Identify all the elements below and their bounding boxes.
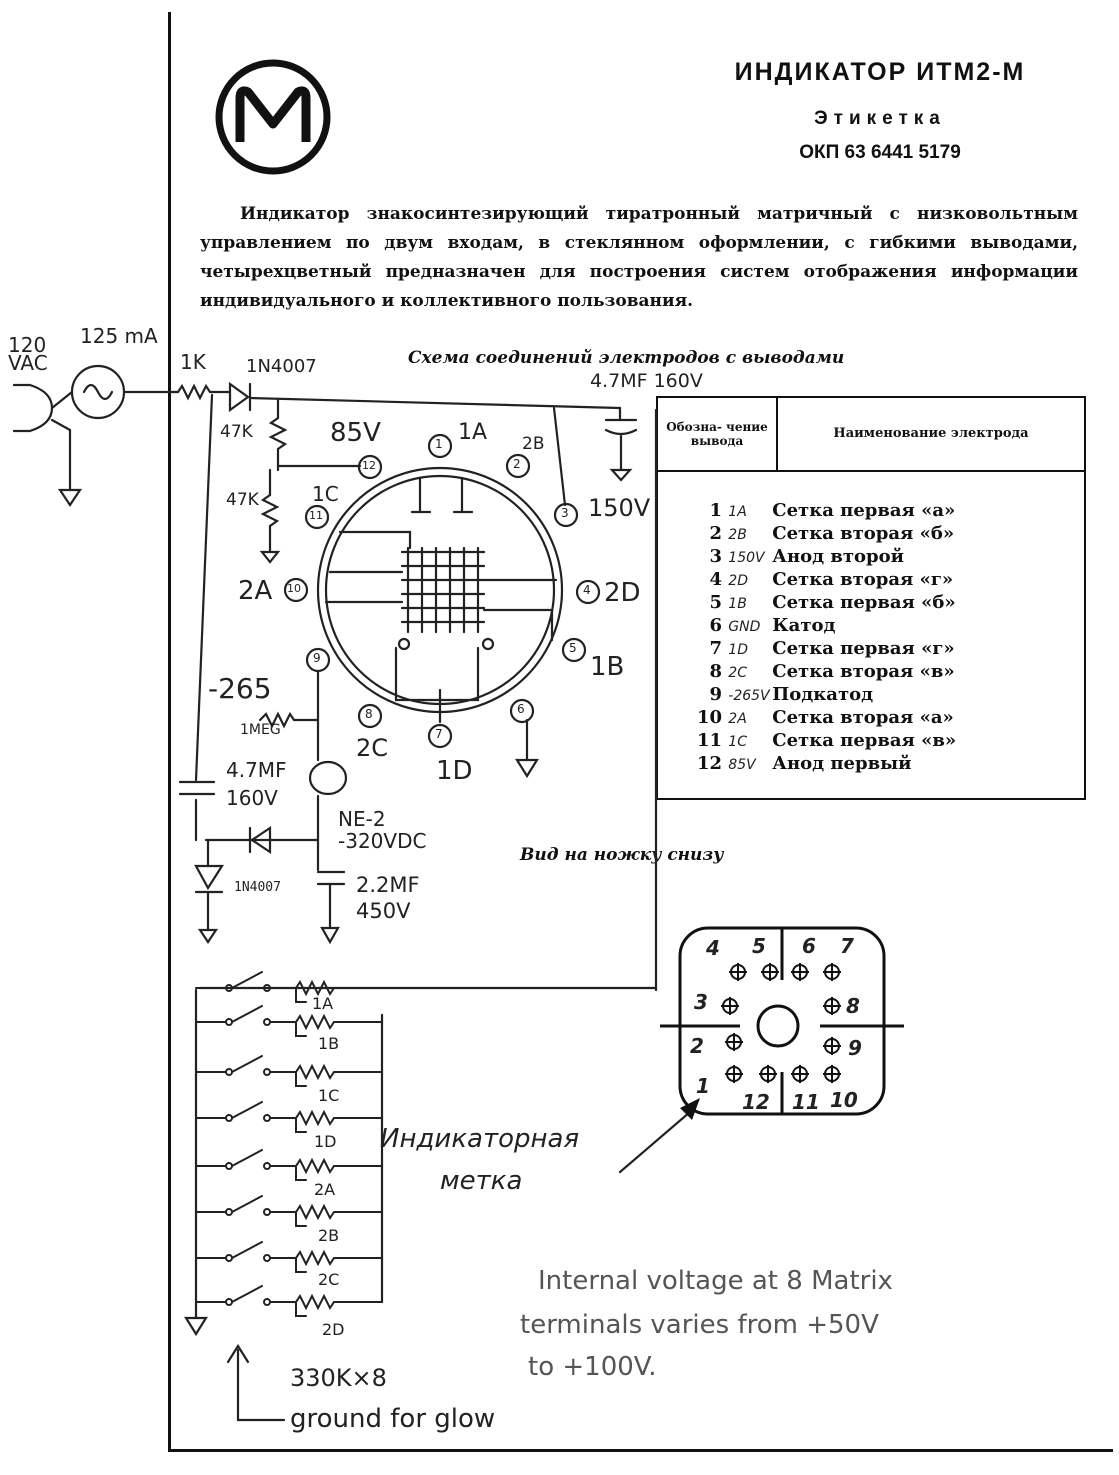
- pin-table-row: 1 1A Сетка первая «а»: [709, 500, 956, 521]
- note-cap-left: 4.7MF 160V: [226, 758, 287, 810]
- pin-table-row: 7 1D Сетка первая «г»: [709, 638, 955, 659]
- switch-label: 2A: [314, 1180, 336, 1199]
- note-voltage-line3: to +100V.: [528, 1352, 657, 1382]
- note-voltage-line1: Internal voltage at 8 Matrix: [538, 1266, 893, 1296]
- tube-label-85v: 85V: [330, 418, 381, 448]
- socket-pin-number: 1: [696, 1074, 710, 1098]
- switch-rung: [196, 1196, 382, 1226]
- switch-contact: [226, 1069, 232, 1075]
- switch-rung: [196, 1286, 382, 1316]
- switch-contact: [226, 1209, 232, 1215]
- switch-rung: [196, 1056, 382, 1086]
- tube-label-1a: 1A: [458, 420, 488, 445]
- tube-label-1c: 1C: [312, 482, 339, 506]
- tube-pin-number: 10: [287, 582, 301, 595]
- note-voltage-line2: terminals varies from +50V: [520, 1310, 879, 1340]
- switch-contact: [226, 1019, 232, 1025]
- note-diode-bottom: 1N4007: [234, 880, 281, 895]
- pin-table-row: 6 GND Катод: [709, 615, 836, 636]
- socket-pin-number: 10: [830, 1088, 858, 1112]
- switch-label: 1B: [318, 1034, 340, 1053]
- tube-pin-number: 5: [569, 641, 577, 655]
- tube-pin-number: 7: [435, 727, 443, 741]
- switch-rung: [196, 1242, 382, 1272]
- tube-label-1d: 1D: [436, 756, 473, 786]
- switch-contact: [264, 1163, 270, 1169]
- switch-label: 1C: [318, 1086, 340, 1105]
- tube-pin-number: 11: [309, 509, 323, 522]
- pin-table-row: 9 -265V Подкатод: [709, 684, 874, 705]
- switch-contact: [226, 1115, 232, 1121]
- scheme-caption: Схема соединений электродов с выводами: [408, 348, 845, 368]
- socket-pin-number: 2: [690, 1034, 704, 1058]
- tube-pin-number: 9: [313, 651, 321, 665]
- marker-label-line2: метка: [440, 1166, 523, 1196]
- note-neon: NE-2 -320VDC: [338, 807, 427, 853]
- marker-label-line1: Индикаторная: [380, 1124, 580, 1154]
- switch-contact: [264, 1255, 270, 1261]
- tube-pin-number: 1: [435, 437, 443, 451]
- switch-contact: [226, 1299, 232, 1305]
- socket-pin-number: 7: [840, 934, 854, 958]
- note-cap-small: 2.2MF 450V: [356, 873, 420, 923]
- switch-contact: [264, 1115, 270, 1121]
- note-47k-b: 47K: [226, 490, 259, 510]
- switch-contact: [264, 1019, 270, 1025]
- document-code: ОКП 63 6441 5179: [799, 142, 961, 163]
- switch-contact: [264, 1299, 270, 1305]
- document-title: ИНДИКАТОР ИТМ2-М: [734, 58, 1026, 86]
- pin-table-row: 2 2B Сетка вторая «б»: [709, 523, 955, 544]
- socket-pin-number: 8: [846, 994, 860, 1018]
- switch-rung: [196, 1102, 382, 1132]
- pin-table-row: 4 2D Сетка вторая «г»: [709, 569, 954, 590]
- tube-label-2c: 2C: [356, 734, 389, 762]
- pin-table-col-designation: Обозна- чение вывода: [658, 398, 778, 470]
- tube-pin-number: 6: [517, 702, 525, 716]
- switch-label: 2B: [318, 1226, 340, 1245]
- switch-contact: [226, 1163, 232, 1169]
- note-47k-a: 47K: [220, 422, 253, 442]
- socket-pin-number: 11: [792, 1090, 820, 1114]
- pin-table-row: 11 1C Сетка первая «в»: [696, 730, 957, 751]
- tube-pin-number: 2: [513, 457, 521, 471]
- tube-pin-number: 4: [583, 583, 591, 597]
- description-paragraph: Индикатор знакосинтезирующий тиратронный матричный с низковольтным управлением по двум входам, в стеклянном оформлении, с гибкими выводами, четырехцветный предназначен для построения систем отображения информации индивидуального и коллективного пользования.: [200, 204, 1078, 311]
- switch-label: 1A: [312, 994, 334, 1013]
- pin-table-row: 3 150V Анод второй: [709, 546, 904, 567]
- note-cap-top: 4.7MF 160V: [590, 370, 703, 392]
- switch-contact: [264, 1069, 270, 1075]
- tube-label-2d: 2D: [604, 578, 641, 608]
- tube-label-150v: 150V: [588, 494, 651, 522]
- socket-pin-number: 12: [742, 1090, 770, 1114]
- tube-pin-number: 12: [362, 459, 376, 472]
- note-1k: 1K: [180, 350, 206, 374]
- switch-rung: [196, 1150, 382, 1180]
- tube-label-265: -265: [208, 672, 272, 705]
- switch-label: 2D: [322, 1320, 345, 1339]
- tube-pin-number: 8: [365, 707, 373, 721]
- switch-contact: [226, 1255, 232, 1261]
- tube-pin-number: 3: [561, 506, 569, 520]
- pin-table-row: 12 85V Анод первый: [696, 753, 912, 774]
- tube-label-1b: 1B: [590, 652, 625, 682]
- switch-rung: [196, 972, 382, 1002]
- note-diode-top: 1N4007: [246, 356, 317, 377]
- note-ma: 125 mA: [80, 324, 158, 348]
- tube-label-2a: 2A: [238, 576, 273, 606]
- note-ground-glow: ground for glow: [290, 1404, 496, 1434]
- note-1meg: 1MEG: [240, 722, 281, 738]
- pin-table-col-name: Наименование электрода: [833, 426, 1029, 441]
- socket-pin-number: 3: [694, 990, 708, 1014]
- switch-label: 1D: [314, 1132, 337, 1151]
- document-subtitle: Этикетка: [814, 108, 946, 129]
- note-vac: 120 VAC: [8, 333, 48, 375]
- bottom-view-caption: Вид на ножку снизу: [520, 845, 724, 865]
- pin-table-row: 8 2C Сетка вторая «в»: [709, 661, 955, 682]
- socket-pin-number: 6: [802, 934, 816, 958]
- pin-table-row: 5 1B Сетка первая «б»: [709, 592, 956, 613]
- note-resistors: 330K×8: [290, 1364, 387, 1392]
- pin-table-row: 10 2A Сетка вторая «а»: [696, 707, 954, 728]
- switch-rung: [196, 1006, 382, 1036]
- socket-pin-number: 4: [706, 936, 720, 960]
- socket-pin-number: 5: [752, 934, 766, 958]
- tube-label-2b: 2B: [522, 434, 545, 454]
- switch-label: 2C: [318, 1270, 340, 1289]
- switch-contact: [264, 1209, 270, 1215]
- socket-pin-number: 9: [848, 1036, 862, 1060]
